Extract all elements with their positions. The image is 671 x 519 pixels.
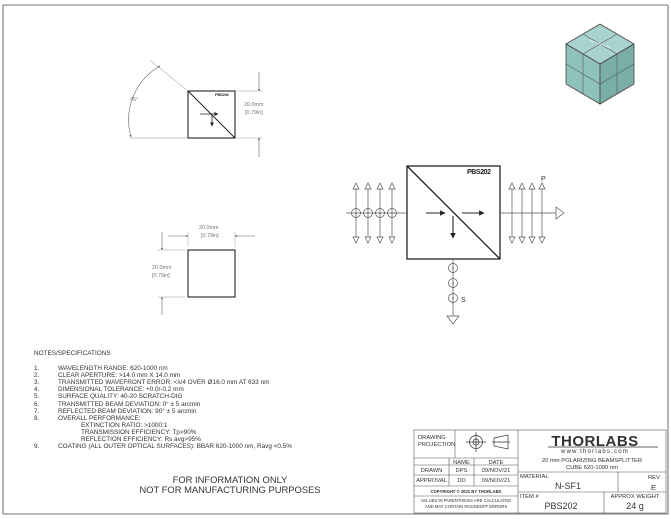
values-note-1: VALUES IN PARENTHESIS ARE CALCULATED — [420, 498, 512, 503]
note-number: 3. — [34, 379, 40, 387]
thorlabs-logo: THORLABS — [551, 433, 639, 450]
note-sub-text: REFLECTION EFFICIENCY: Rs avg>95% — [81, 436, 201, 444]
material-label: MATERIAL — [520, 473, 549, 480]
note-text: REFLECTED BEAM DEVIATION: 90° ± 5 arcmin — [58, 407, 197, 415]
note-text: TRANSMITTED WAVEFRONT ERROR: <λ/4 OVER Ø16.0 mm AT 633 nm — [58, 379, 270, 387]
weight-label: APPROX WEIGHT — [610, 493, 660, 500]
note-item — [34, 372, 181, 380]
incoming-polarization-arrow-1-head-up — [353, 183, 359, 189]
note-sub-item — [34, 428, 197, 436]
drawn-date: 09/NOV/21 — [481, 467, 511, 474]
incoming-polarization-circle-1-dot — [355, 212, 357, 214]
values-note-2: AND MAY CONTAIN ROUNDOFF ERRORS — [424, 504, 508, 509]
incoming-polarization-circle-4-dot — [391, 212, 393, 214]
note-item — [34, 386, 184, 394]
note-text: TRANSMITTED BEAM DEVIATION: 0° ± 5 arcmin — [58, 400, 201, 408]
dim-side-mm: 20.0mm — [199, 225, 219, 231]
dim-side-in: [0.79in] — [201, 233, 219, 239]
incoming-polarization-arrow-4-head-down — [389, 237, 395, 243]
col-name-header: NAME — [453, 459, 470, 466]
dim-left-mm: 20.0mm — [152, 265, 172, 271]
drawn-name: DPS — [455, 467, 468, 474]
note-sub-item — [34, 421, 168, 429]
incoming-polarization-arrow-1-head-down — [353, 237, 359, 243]
note-item — [34, 443, 292, 451]
material-value: N-SF1 — [554, 481, 581, 491]
drawing-projection-label-1: DRAWING — [418, 435, 446, 441]
note-text: WAVELENGTH RANGE: 620-1000 nm — [58, 365, 168, 373]
note-number: 6. — [34, 400, 40, 408]
incoming-polarization-arrow-3-head-up — [377, 183, 383, 189]
p-polarization-arrow-2-head-up — [519, 183, 525, 189]
note-text: CLEAR APERTURE: >14.0 mm X 14.0 mm — [58, 372, 181, 380]
p-polarization-arrow-4-head-up — [539, 183, 545, 189]
approval-label: APPROVAL — [416, 478, 447, 484]
beam-s-label: S — [461, 297, 466, 304]
front-cube-view — [158, 232, 255, 315]
note-number: 2. — [34, 372, 40, 380]
p-polarization-arrow-1-head-down — [509, 237, 515, 243]
disclaimer — [120, 475, 340, 495]
large-cube-label: PBS202 — [467, 169, 491, 176]
p-polarization-arrow-4-head-down — [539, 237, 545, 243]
note-number: 5. — [34, 393, 40, 401]
small-cube-label: PBS202 — [215, 92, 229, 97]
note-text: OVERALL PERFORMANCE: — [58, 414, 141, 422]
disclaimer-line-1: FOR INFORMATION ONLY — [172, 474, 288, 485]
note-number: 7. — [34, 407, 40, 415]
s-polarization-circle-1-dot — [452, 267, 454, 269]
note-item — [34, 414, 141, 422]
notes-specifications — [34, 350, 292, 451]
note-item — [34, 400, 201, 408]
angle-label: 45° — [130, 97, 139, 103]
dim-left-in: [0.79in] — [152, 273, 170, 279]
note-sub-text: TRANSMISSION EFFICIENCY: Tp>90% — [81, 428, 197, 436]
incoming-polarization-circle-3-dot — [379, 212, 381, 214]
note-item — [34, 379, 270, 387]
item-label: ITEM # — [520, 493, 539, 500]
copyright: COPYRIGHT © 2021 BY THORLABS — [430, 488, 502, 494]
note-text: SURFACE QUALITY: 40-20 SCRATCH-DIG — [58, 393, 183, 401]
item-value: PBS202 — [544, 501, 578, 511]
col-date-header: DATE — [488, 459, 504, 466]
p-polarization-arrow-3-head-up — [529, 183, 535, 189]
incoming-polarization-circle-2-dot — [367, 212, 369, 214]
approval-name: DD — [457, 478, 466, 484]
drawn-label: DRAWN — [420, 467, 443, 474]
p-polarization-arrow-2-head-down — [519, 237, 525, 243]
p-polarization-arrow-1-head-up — [509, 183, 515, 189]
rev-label: REV — [648, 475, 660, 481]
cube-3d-view — [566, 24, 634, 104]
dim-top-mm: 20.0mm — [244, 102, 264, 108]
note-item — [34, 365, 168, 373]
note-number: 4. — [34, 386, 40, 394]
drawing-projection-label-2: PROJECTION — [418, 442, 456, 448]
incoming-polarization-arrow-4-head-up — [389, 183, 395, 189]
s-polarization-circle-2-dot — [452, 282, 454, 284]
description-line-1: 20 mm POLARIZING BEAMSPLITTER — [541, 458, 643, 464]
notes-header: NOTES/SPECIFICATIONS — [34, 350, 111, 357]
dim-top-in: [0.79in] — [245, 110, 263, 116]
note-sub-text: EXTINCTION RATIO: >1000:1 — [81, 421, 168, 429]
incoming-polarization-arrow-3-head-down — [377, 237, 383, 243]
s-polarization-circle-3-dot — [452, 297, 454, 299]
note-item — [34, 393, 183, 401]
small-cube-view — [129, 60, 262, 157]
thorlabs-url: www.thorlabs.com — [561, 449, 629, 455]
note-number: 1. — [34, 365, 40, 373]
note-text: COATING (ALL OUTER OPTICAL SURFACES): BBAR 620-1000 nm, Ravg <0.5% — [58, 443, 292, 451]
description-line-2: CUBE 620-1000 nm — [566, 465, 618, 471]
note-text: DIMENSIONAL TOLERANCE: +0.0/-0.2 mm — [58, 386, 184, 394]
beam-diagram — [346, 166, 564, 324]
note-number: 9. — [34, 443, 40, 451]
note-item — [34, 407, 197, 415]
projection-symbol-icon — [466, 432, 510, 452]
beam-p-label: P — [541, 176, 546, 183]
incoming-polarization-arrow-2-head-up — [365, 183, 371, 189]
incoming-polarization-arrow-2-head-down — [365, 237, 371, 243]
note-number: 8. — [34, 414, 40, 422]
weight-value: 24 g — [626, 501, 644, 511]
p-polarization-arrow-3-head-down — [529, 237, 535, 243]
disclaimer-line-2: NOT FOR MANUFACTURING PURPOSES — [139, 484, 321, 495]
approval-date: 09/NOV/21 — [481, 478, 511, 484]
rev-value: E — [651, 483, 657, 492]
notes-list — [34, 365, 292, 451]
note-sub-item — [34, 436, 201, 444]
